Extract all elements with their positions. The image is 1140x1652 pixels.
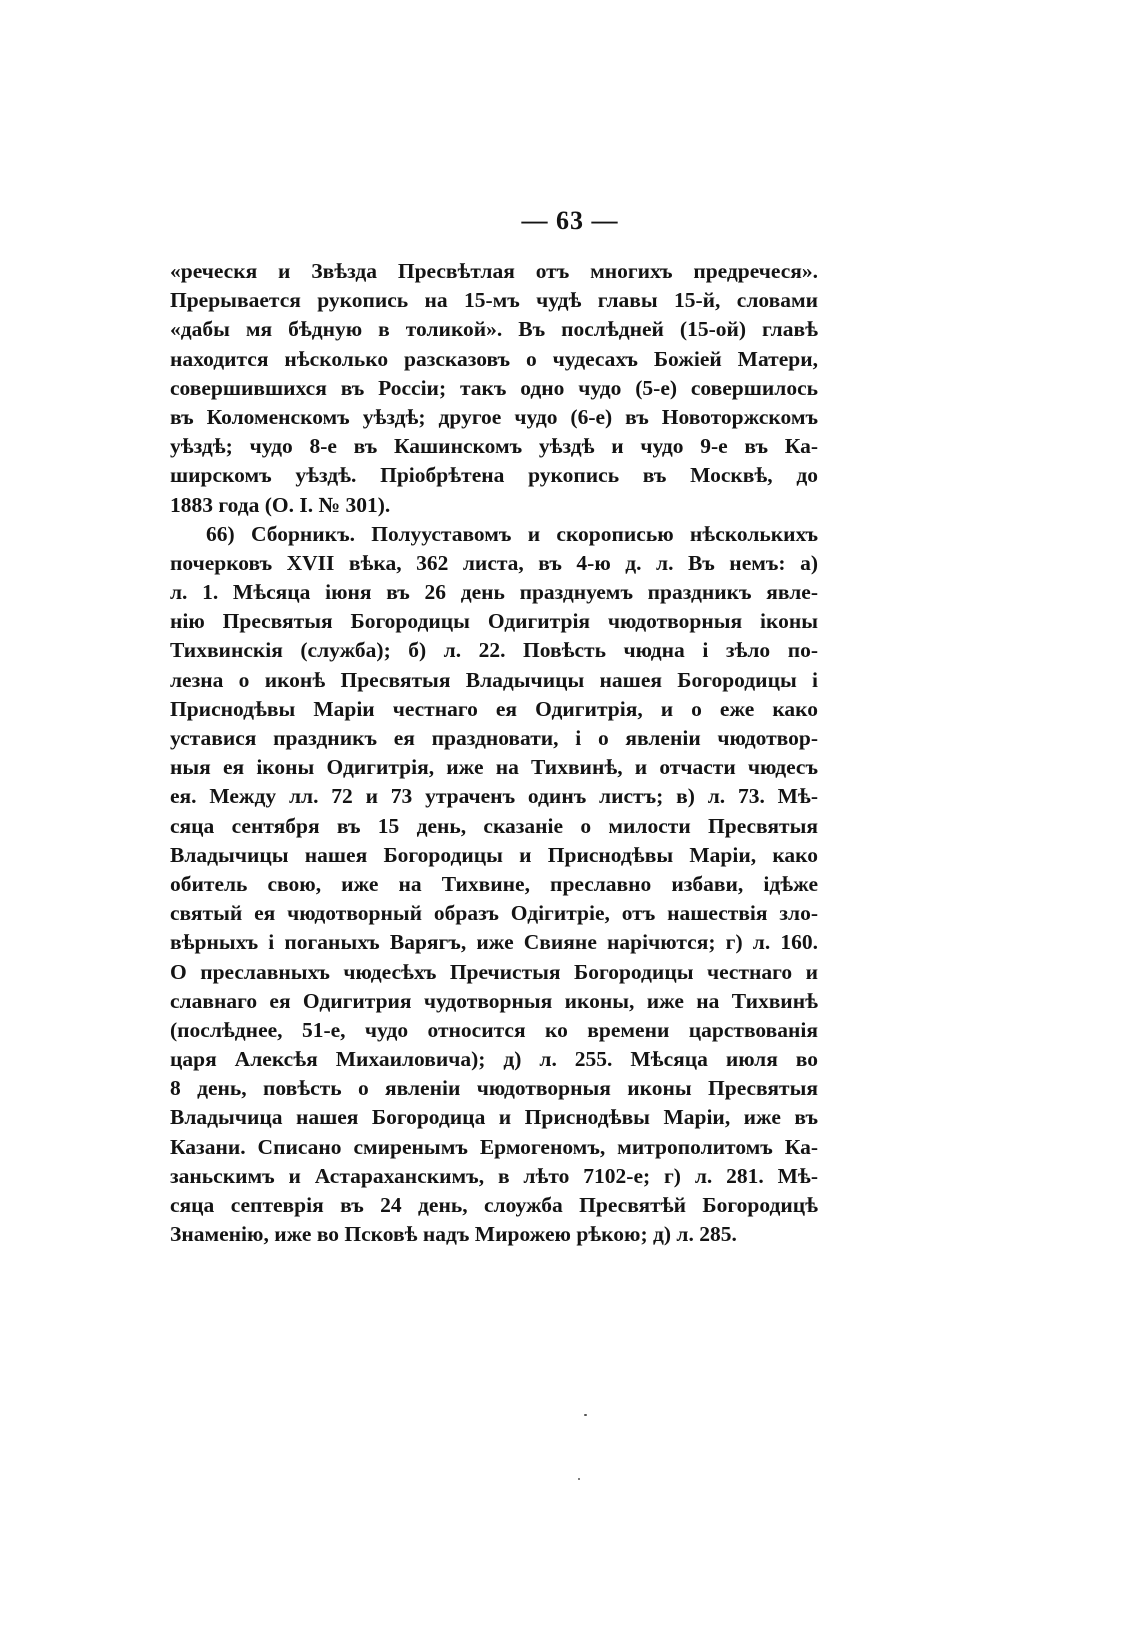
text-line: Владычицы нашея Богородицы и Приснодѣвы Маріи, како (170, 842, 818, 867)
text-line: лезна о иконѣ Пресвятыя Владычицы нашея Богородицы і (170, 667, 818, 692)
scan-speck (578, 1478, 580, 1480)
text-line: ныя ея іконы Одигитрія, иже на Тихвинѣ, и отчасти чюдесъ (170, 755, 818, 780)
text-line: заньскимъ и Астараханскимъ, в лѣто 7102-е; г) л. 281. Мѣ- (170, 1163, 818, 1188)
text-line: Приснодѣвы Маріи честнаго ея Одигитрія, и о еже како (170, 696, 818, 721)
text-line: Знаменію, иже во Псковѣ надъ Мирожею рѣкою; д) л. 285. (170, 1222, 737, 1247)
text-line: уѣздѣ; чудо 8-е въ Кашинскомъ уѣздѣ и чудо 9-е въ Ка- (170, 434, 818, 459)
text-line: уставися праздникъ ея праздновати, і о явленіи чюдотвор- (170, 726, 818, 750)
text-line: Прерывается рукопись на 15-мъ чудѣ главы 15-й, словами (170, 288, 818, 313)
body-text (170, 257, 818, 1249)
text-line: Владычица нашея Богородица и Приснодѣвы Маріи, иже въ (170, 1105, 818, 1130)
paragraph-entry-66 (170, 520, 818, 1250)
text-line: ширскомъ уѣздѣ. Пріобрѣтена рукопись въ Москвѣ, до (170, 463, 818, 488)
text-line: ея. Между лл. 72 и 73 утраченъ одинъ листъ; в) л. 73. Мѣ- (170, 784, 818, 809)
text-line: обитель свою, иже на Тихвине, преславно избави, ідѣже (170, 871, 818, 896)
text-line: нію Пресвятыя Богородицы Одигитрія чюдотворныя іконы (170, 609, 818, 634)
text-line: «реческя и Звѣзда Пресвѣтлая отъ многихъ предречеся». (170, 259, 818, 283)
text-line: почерковъ XVII вѣка, 362 листа, въ 4-ю д. л. Въ немъ: а) (170, 550, 818, 575)
text-line: 8 день, повѣсть о явленіи чюдотворныя иконы Пресвятыя (170, 1076, 818, 1101)
text-line: вѣрныхъ і поганыхъ Варягъ, иже Свияне нарічются; г) л. 160. (170, 930, 818, 955)
text-line: О преславныхъ чюдесѣхъ Пречистыя Богородицы честнаго и (170, 959, 818, 984)
text-line: сяца септеврія въ 24 день, слоужба Пресвятѣй Богородицѣ (170, 1193, 818, 1217)
text-line: Тихвинскія (служба); б) л. 22. Повѣсть чюдна і зѣло по- (170, 638, 818, 663)
text-line: славнаго ея Одигитрия чудотворныя иконы, иже на Тихвинѣ (170, 988, 818, 1013)
text-line: 66) Сборникъ. Полууставомъ и скорописью нѣсколькихъ (206, 521, 818, 546)
text-line: святый ея чюдотворный образъ Одігитріе, отъ нашествія зло- (170, 901, 818, 926)
text-line: Казани. Списано смиренымъ Ермогеномъ, митрополитомъ Ка- (170, 1134, 818, 1159)
text-line: совершившихся въ Россіи; такъ одно чудо (5-е) совершилось (170, 375, 818, 400)
page-number: — 63 — (521, 206, 619, 235)
scan-speck (584, 1414, 587, 1416)
text-line: находится нѣсколько разсказовъ о чудесахъ Божіей Матери, (170, 346, 818, 371)
text-line: царя Алексѣя Михаиловича); д) л. 255. Мѣсяца июля во (170, 1047, 818, 1072)
text-line: въ Коломенскомъ уѣздѣ; другое чудо (6-е) въ Новоторжскомъ (170, 404, 818, 429)
text-line: «дабы мя бѣдную в толикой». Въ послѣдней (15-ой) главѣ (170, 317, 818, 342)
text-line: л. 1. Мѣсяца іюня въ 26 день празднуемъ праздникъ явле- (170, 580, 818, 605)
text-line: 1883 года (О. I. № 301). (170, 492, 391, 517)
text-line: (послѣднее, 51-е, чудо относится ко времени царствованія (170, 1017, 818, 1042)
paragraph-continuation (170, 257, 818, 520)
text-line: сяца сентября въ 15 день, сказаніе о милости Пресвятыя (170, 813, 818, 838)
